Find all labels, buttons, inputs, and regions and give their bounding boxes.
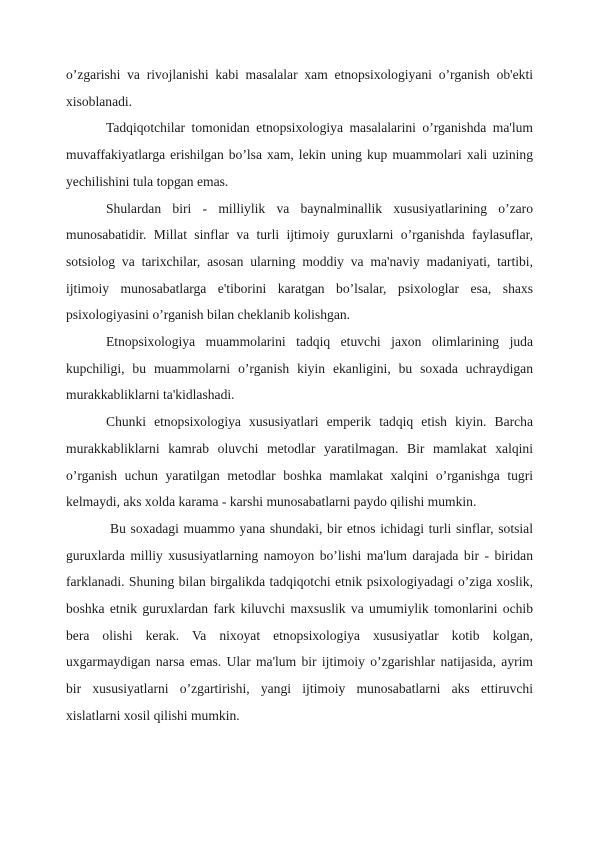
paragraph-continuation: o’zgarishi va rivojlanishi kabi masalalar xam etnopsixologiyani o’rganish ob'ekti xisoblanadi. — [66, 67, 533, 109]
paragraph-world-scholars: Etnopsixologiya muammolarini tadqiq etuvchi jaxon olimlarining juda kupchiligi, bu muammolarni o’rganish kiyin ekanligini, bu soxada uchraydigan murakkabliklarni ta'kidlashadi. — [66, 334, 533, 403]
body-text — [66, 62, 533, 730]
paragraph-ethnos-problem: Bu soxadagi muammo yana shundaki, bir etnos ichidagi turli sinflar, sotsial guruxlarda milliy xususiyatlarning namoyon bo’lishi ma'lum darajada bir - biridan farklanadi. Shuning bilan birgalikda tadqiqotchi etnik psixologiyadagi o’ziga xoslik, boshka etnik guruxlardan fark kiluvchi maxsuslik va umumiylik tomonlarini ochib bera olishi kerak. Va nixoyat etnopsixologiya xususiyatlar kotib kolgan, uxgarmaydigan narsa emas. Ular ma'lum bir ijtimoiy o’zgarishlar natijasida, ayrim bir xususiyatlarni o’zgartirishi, yangi ijtimoiy munosabatlarni aks ettiruvchi xislatlarni xosil qilishi mumkin. — [66, 520, 533, 723]
paragraph-researchers: Tadqiqotchilar tomonidan etnopsixologiya masalalarini o’rganishda ma'lum muvaffakiyatlarga erishilgan bo’lsa xam, lekin uning kup muammolari xali uzining yechilishini tula topgan emas. — [66, 120, 533, 189]
paragraph-empirical-research: Chunki etnopsixologiya xususiyatlari emperik tadqiq etish kiyin. Barcha murakkabliklarni kamrab oluvchi metodlar yaratilmagan. Bir mamlakat xalqini o’rganish uchun yaratilgan metodlar boshka mamlakat xalqini o’rganishga tugri kelmaydi, aks xolda karama - karshi munosabatlarni paydo qilishi mumkin. — [66, 414, 533, 510]
paragraph-nationality: Shulardan biri - milliylik va baynalminallik xususiyatlarining o’zaro munosabatidir. Millat sinflar va turli ijtimoiy guruxlarni o’rganishda faylasuflar, sotsiolog va tarixchilar, asosan ularning moddiy va ma'naviy madaniyati, tartibi, ijtimoiy munosabatlarga e'tiborini karatgan bo’lsalar, psixologlar esa, shaxs psixologiyasini o’rganish bilan cheklanib kolishgan. — [66, 200, 533, 323]
